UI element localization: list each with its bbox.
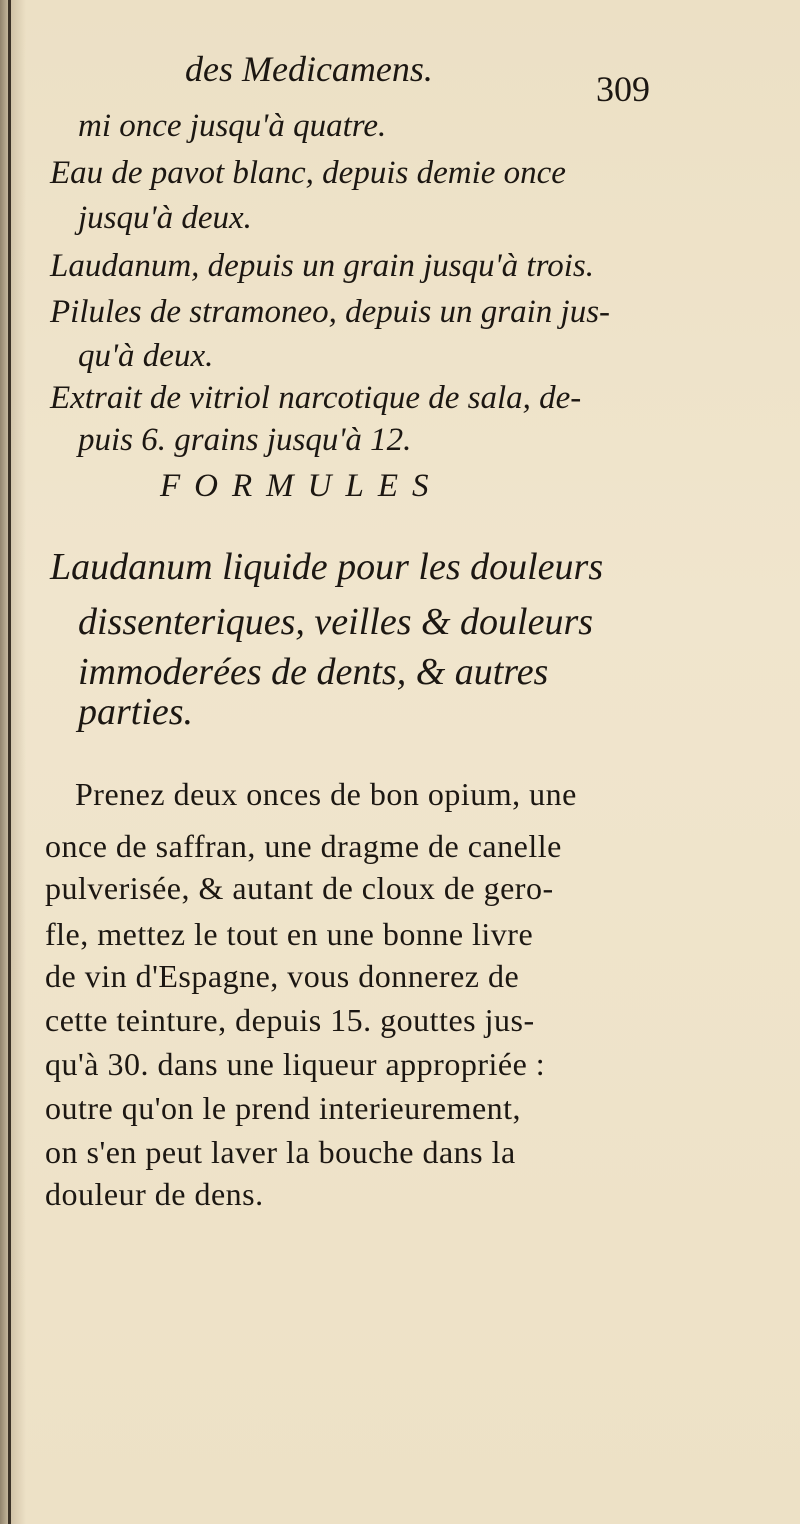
page-gutter-edge <box>8 0 11 1524</box>
dosage-line: Extrait de vitriol narcotique de sala, de- <box>50 380 582 416</box>
body-text-line: pulverisée, & autant de cloux de gero- <box>45 870 554 906</box>
dosage-line: Pilules de stramoneo, depuis un grain jus- <box>50 294 611 330</box>
body-text-line: cette teinture, depuis 15. gouttes jus- <box>45 1002 535 1038</box>
body-text-line: de vin d'Espagne, vous donnerez de <box>45 958 520 994</box>
dosage-line: Laudanum, depuis un grain jusqu'à trois. <box>50 248 594 284</box>
body-text-line: outre qu'on le prend interieurement, <box>45 1090 522 1126</box>
dosage-line: Eau de pavot blanc, depuis demie once <box>50 155 566 191</box>
section-heading: FORMULES <box>160 468 443 504</box>
dosage-line: qu'à deux. <box>78 338 214 374</box>
dosage-line: puis 6. grains jusqu'à 12. <box>78 422 412 458</box>
body-text-line: once de saffran, une dragme de canelle <box>45 828 562 864</box>
body-text-line: Prenez deux onces de bon opium, une <box>75 776 577 812</box>
body-text-line: douleur de dens. <box>45 1176 264 1212</box>
formula-title-line: parties. <box>78 691 194 733</box>
body-text-line: fle, mettez le tout en une bonne livre <box>45 916 534 952</box>
page-number: 309 <box>596 69 650 109</box>
running-title: des Medicamens. <box>185 49 433 89</box>
formula-title-line: dissenteriques, veilles & douleurs <box>78 601 594 643</box>
dosage-line: jusqu'à deux. <box>78 200 252 236</box>
body-text-line: qu'à 30. dans une liqueur appropriée : <box>45 1046 546 1082</box>
body-text-line: on s'en peut laver la bouche dans la <box>45 1134 516 1170</box>
formula-title-line: immoderées de dents, & autres <box>78 651 549 693</box>
dosage-line: mi once jusqu'à quatre. <box>78 108 387 144</box>
formula-title-line: Laudanum liquide pour les douleurs <box>50 546 604 588</box>
